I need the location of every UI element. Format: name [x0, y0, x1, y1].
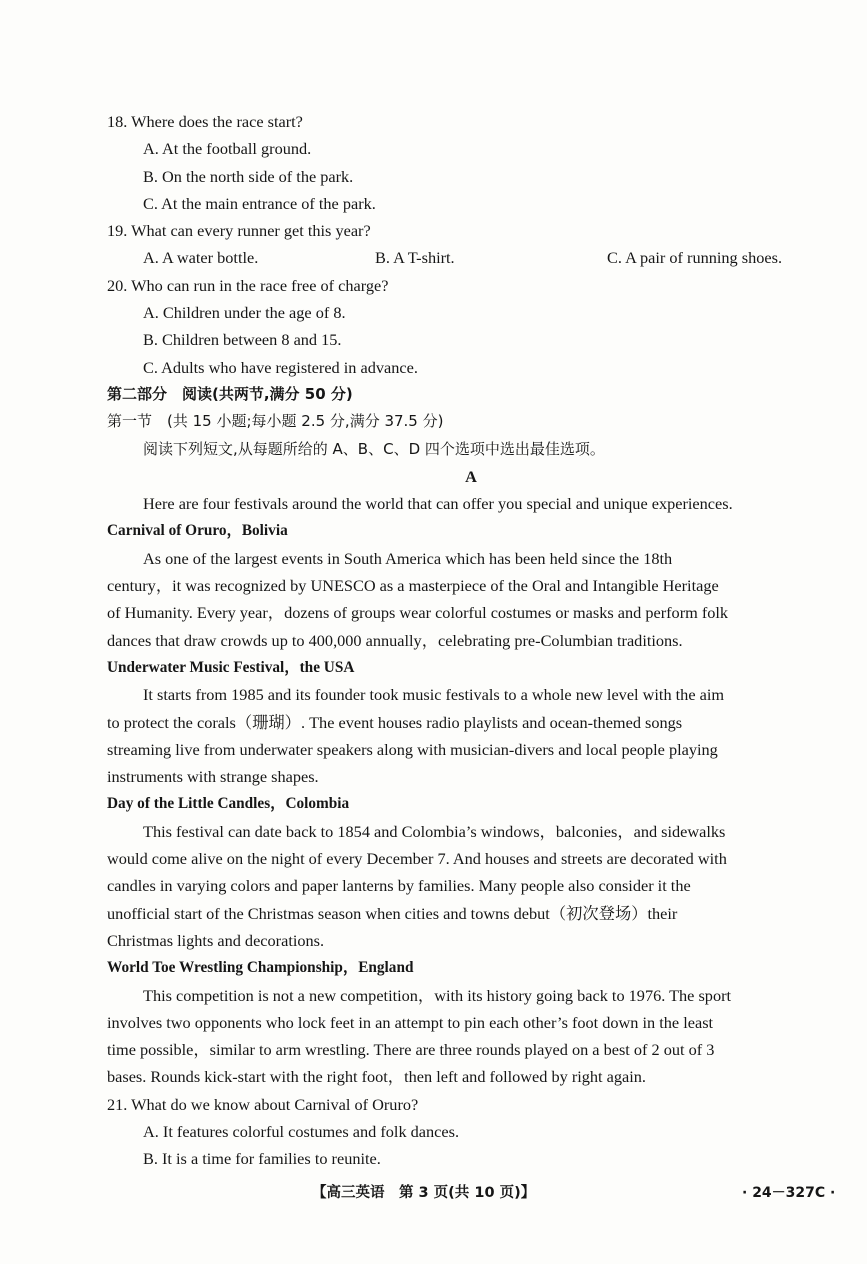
festival-heading-toe-wrestling: World Toe Wrestling Championship，England: [107, 959, 414, 977]
paragraph-line: dances that draw crowds up to 400,000 annually，celebrating pre-Columbian traditions.: [107, 630, 683, 650]
paragraph-line: of Humanity. Every year，dozens of groups wear colorful costumes or masks and perform folk: [107, 603, 729, 623]
question-20-option-c: C. Adults who have registered in advance.: [143, 357, 418, 377]
question-19-option-b: B. A T-shirt.: [375, 248, 455, 268]
paragraph-line: [107, 681, 835, 708]
paragraph-line: [107, 545, 835, 572]
paragraph-line: streaming live from underwater speakers along with musician-divers and local people playing: [107, 739, 718, 759]
question-19-stem: 19. What can every runner get this year?: [107, 221, 371, 241]
festival-paragraph-toe-wrestling: [107, 982, 835, 1091]
question-18-stem: 18. Where does the race start?: [107, 112, 303, 131]
festival-heading-candles: Day of the Little Candles，Colombia: [107, 795, 350, 813]
question-21-option-a: A. It features colorful costumes and folk dances.: [143, 1121, 460, 1141]
paragraph-line: Christmas lights and decorations.: [107, 930, 325, 950]
paragraph-line: [107, 982, 835, 1009]
question-20-stem: 20. Who can run in the race free of charge?: [107, 275, 389, 295]
paragraph-line: [107, 818, 835, 845]
question-19-option-a: A. A water bottle.: [143, 248, 259, 268]
festival-paragraph-oruro: [107, 545, 835, 654]
question-18-option-b: B. On the north side of the park.: [143, 166, 354, 186]
reading-instruction: 阅读下列短文,从每题所给的 A、B、C、D 四个选项中选出最佳选项。: [143, 439, 605, 458]
question-20-option-b: B. Children between 8 and 15.: [143, 330, 342, 350]
paragraph-line-text: As one of the largest events in South America which has been held since the 18th: [143, 548, 673, 568]
festival-paragraph-candles: [107, 818, 835, 954]
question-21-stem: 21. What do we know about Carnival of Oruro?: [107, 1094, 419, 1114]
question-18-option-c: C. At the main entrance of the park.: [143, 193, 376, 213]
paragraph-line: instruments with strange shapes.: [107, 767, 319, 787]
exam-page: [107, 108, 835, 1173]
paragraph-line: candles in varying colors and paper lanterns by families. Many people also consider it the: [107, 876, 691, 896]
paragraph-line-text: It starts from 1985 and its founder took music festivals to a whole new level with the aim: [143, 685, 725, 705]
paragraph-line: bases. Rounds kick-start with the right foot，then left and followed by right again.: [107, 1067, 646, 1087]
question-19-option-c: C. A pair of running shoes.: [607, 248, 783, 268]
question-21-option-b: B. It is a time for families to reunite.: [143, 1149, 381, 1169]
paragraph-line: would come alive on the night of every December 7. And houses and streets are decorated with: [107, 849, 727, 869]
paragraph-line: involves two opponents who lock feet in an attempt to pin each other’s foot down in the least: [107, 1012, 714, 1032]
paragraph-line-text: This festival can date back to 1854 and Colombia’s windows，balconies，and sidewalks: [143, 821, 726, 841]
question-19-options: [107, 244, 835, 271]
part-2-title: 第二部分 阅读(共两节,满分 50 分): [107, 384, 353, 403]
paragraph-line: to protect the corals（珊瑚）. The event houses radio playlists and ocean-themed songs: [107, 712, 683, 732]
paragraph-line-text: This competition is not a new competition，with its history going back to 1976. The sport: [143, 985, 732, 1005]
passage-intro-text: Here are four festivals around the world that can offer you special and unique experiences.: [143, 494, 733, 514]
paragraph-line: unofficial start of the Christmas season when cities and towns debut（初次登场）their: [107, 903, 678, 923]
footer-exam-code: · 24－327C ·: [742, 1185, 836, 1201]
question-18-option-a: A. At the football ground.: [143, 139, 312, 159]
paragraph-line: time possible，similar to arm wrestling. There are three rounds played on a best of 2 out of 3: [107, 1040, 715, 1060]
festival-paragraph-underwater: [107, 681, 835, 790]
page-footer: [0, 1180, 867, 1210]
festival-heading-oruro: Carnival of Oruro，Bolivia: [107, 522, 288, 540]
festival-heading-underwater: Underwater Music Festival，the USA: [107, 658, 355, 676]
passage-intro: [107, 490, 835, 517]
passage-label: A: [465, 466, 477, 486]
question-20-option-a: A. Children under the age of 8.: [143, 303, 346, 323]
footer-page-info: 【高三英语 第 3 页(共 10 页)】: [312, 1185, 536, 1201]
paragraph-line: century，it was recognized by UNESCO as a masterpiece of the Oral and Intangible Heritage: [107, 576, 719, 596]
section-1-title: 第一节 (共 15 小题;每小题 2.5 分,满分 37.5 分): [107, 412, 444, 431]
